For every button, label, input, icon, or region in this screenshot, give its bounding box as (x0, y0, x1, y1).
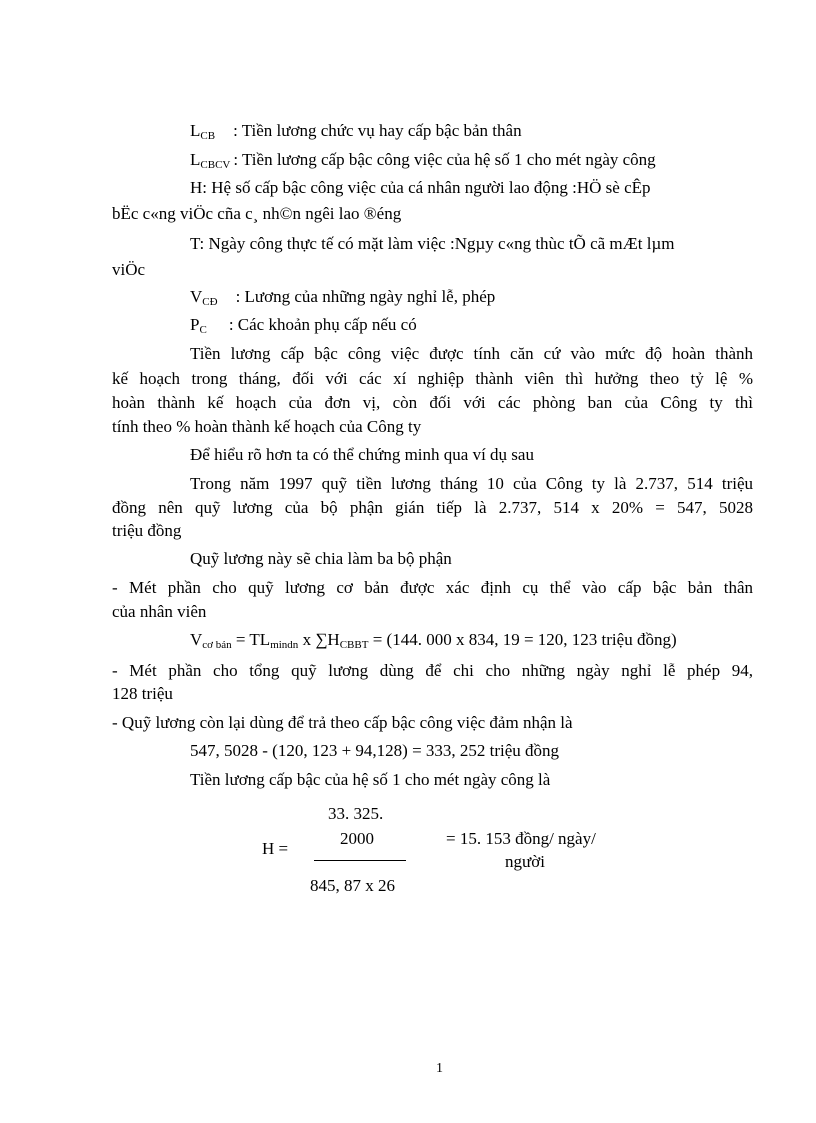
bullet-line: 128 triệu (112, 684, 173, 703)
definition-pc: $P_C$ : Các khoản phụ cấp nếu có (190, 315, 417, 336)
paragraph-line: hoàn thành kế hoạch của đơn vị, còn đối với các phòng ban của Công ty thì (112, 393, 753, 412)
bullet-line: - Mét phần cho quỹ lương cơ bản được xác định cụ thể vào cấp bậc bản thân (112, 578, 753, 597)
calculation-line: Tiền lương cấp bậc của hệ số 1 cho mét ngày công là (190, 770, 551, 789)
bullet-line: của nhân viên (112, 602, 207, 621)
paragraph-line: triệu đồng (112, 521, 182, 540)
formula-v-co-ban: $V_{cơ bản} = TL_{mindn}$ x $\sum H_{CBBT} = (144$. 000 x 834, 19 = 120, 123 triệu đồng) (190, 630, 677, 651)
paragraph-line: Trong năm 1997 quỹ tiền lương tháng 10 của Công ty là 2.737, 514 triệu (190, 474, 753, 493)
fraction-rhs-line1: = 15. 153 đồng/ ngày/ (446, 829, 596, 848)
paragraph-line: Tiền lương cấp bậc công việc được tính căn cứ vào mức độ hoàn thành (190, 344, 753, 363)
fraction-numerator-line2: 2000 (340, 829, 374, 848)
definition-lcbcv: $L_{CBCV}$ : Tiền lương cấp bậc công việc của hệ số 1 cho mét ngày công (190, 150, 656, 171)
definition-t-line1: T: Ngày công thực tế có mặt làm việc :Ngµy c«ng thùc tÕ cã mÆt lµm (190, 234, 675, 253)
paragraph-line: tính theo % hoàn thành kế hoạch của Công ty (112, 417, 422, 436)
definition-lcb: $L_{CB}$ : Tiền lương chức vụ hay cấp bậc bản thân (190, 121, 522, 142)
bullet-line: - Mét phần cho tổng quỹ lương dùng để chi cho những ngày nghỉ lễ phép 94, (112, 661, 753, 680)
fraction-rhs-line2: người (505, 852, 545, 871)
definition-h-line1: H: Hệ số cấp bậc công việc của cá nhân người lao động :HÖ sè cÊp (190, 178, 651, 197)
calculation-line: 547, 5028 - (120, 123 + 94,128) = 333, 252 triệu đồng (190, 741, 560, 760)
paragraph-line: đồng nên quỹ lương của bộ phận gián tiếp là 2.737, 514 x 20% = 547, 5028 (112, 498, 753, 517)
page-number: 1 (436, 1061, 443, 1076)
paragraph-line: Để hiểu rõ hơn ta có thể chứng minh qua ví dụ sau (190, 445, 534, 464)
definition-t-line2: viÖc (112, 260, 146, 279)
fraction-bar (314, 860, 406, 861)
fraction-denominator: 845, 87 x 26 (310, 876, 395, 895)
fraction-lhs: H = (262, 839, 289, 858)
paragraph-line: Quỹ lương này sẽ chia làm ba bộ phận (190, 549, 452, 568)
definition-h-line2: bËc c«ng viÖc cña c¸ nh©n ngêi lao ®éng (112, 204, 402, 223)
bullet-line: - Quỹ lương còn lại dùng để trả theo cấp bậc công việc đảm nhận là (112, 713, 573, 732)
definition-vcd: $V_{CĐ}$ : Lương của những ngày nghỉ lễ, phép (190, 287, 496, 308)
paragraph-line: kế hoạch trong tháng, đối với các xí nghiệp thành viên thì hưởng theo tỷ lệ % (112, 369, 753, 388)
fraction-numerator-line1: 33. 325. (328, 804, 384, 823)
